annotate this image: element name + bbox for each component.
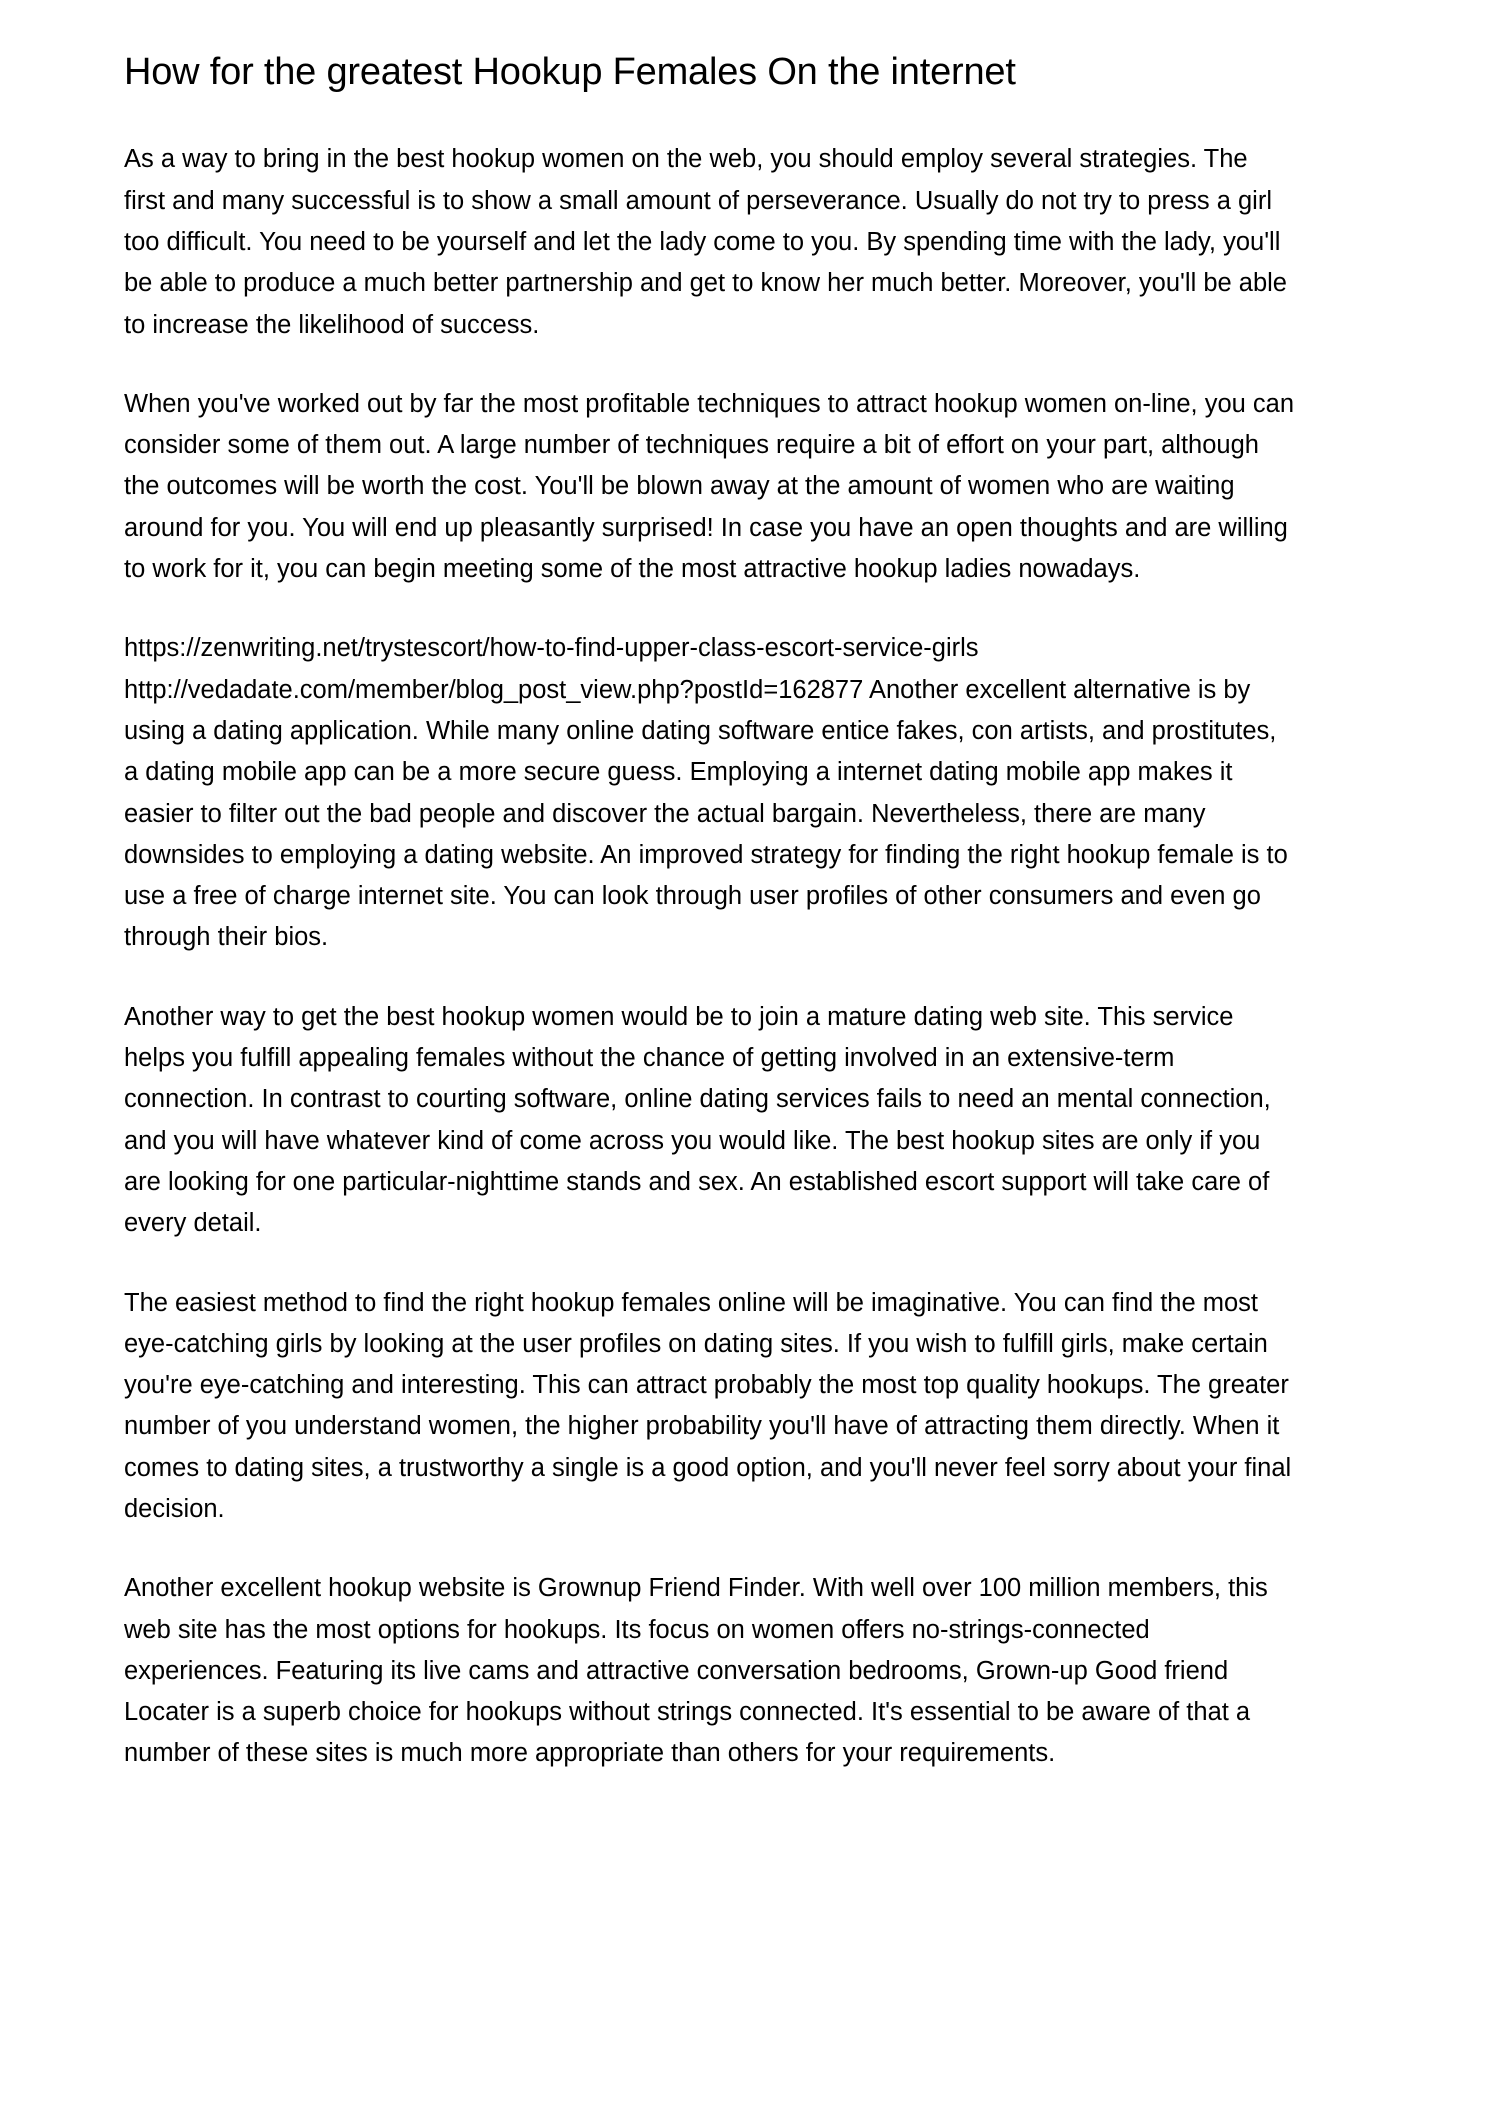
paragraph-links-text: Another excellent alternative is by using a dating application. While many online dating software entice fakes, con artists, and prostitutes, a dating mobile app can be a more secure guess. Employing a internet dating mobile app makes it easier to filter out the bad people and discover the actual bargain. Nevertheless, there are many downsides to employing a dating website. An improved strategy for finding the right hookup female is to use a free of charge internet site. You can look through user profiles of other consumers and even go through their bios. [124,675,1288,952]
paragraph-easiest-method: The easiest method to find the right hookup females online will be imaginative. You can find the most eye-catching girls by looking at the user profiles on dating sites. If you wish to fulfill girls, make certain you're eye-catching and interesting. This can attract probably the most top quality hookups. The greater number of you understand women, the higher probability you'll have of attracting them directly. When it comes to dating sites, a trustworthy a single is a good option, and you'll never feel sorry about your final decision. [124,1288,1292,1523]
paragraph-techniques: When you've worked out by far the most profitable techniques to attract hookup women on-line, you can consider some of them out. A large number of techniques require a bit of effort on your part, although the outcomes will be worth the cost. You'll be blown away at the amount of women who are waiting around for you. You will end up pleasantly surprised! In case you have an open thoughts and are willing to work for it, you can begin meeting some of the most attractive hookup ladies nowadays. [124,389,1295,584]
paragraph-links [124,628,1295,958]
page-title: How for the greatest Hookup Females On the internet [124,51,1016,93]
document-body [124,139,1295,1774]
external-link-vedadate[interactable]: http://vedadate.com/member/blog_post_view.php?postId=162877 [124,675,864,704]
paragraph-intro: As a way to bring in the best hookup women on the web, you should employ several strategies. The first and many successful is to show a small amount of perseverance. Usually do not try to press a girl too difficult. You need to be yourself and let the lady come to you. By spending time with the lady, you'll be able to produce a much better partnership and get to know her much better. Moreover, you'll be able to increase the likelihood of success. [124,145,1287,339]
external-link-zenwriting[interactable]: https://zenwriting.net/trystescort/how-to-find-upper-class-escort-service-girls [124,634,979,663]
paragraph-mature-dating: Another way to get the best hookup women would be to join a mature dating web site. This service helps you fulfill appealing females without the chance of getting involved in an extensive-term connection. In contrast to courting software, online dating services fails to need an mental connection, and you will have whatever kind of come across you would like. The best hookup sites are only if you are looking for one particular-nighttime stands and sex. An established escort support will take care of every detail. [124,1002,1271,1238]
paragraph-friend-finder: Another excellent hookup website is Grownup Friend Finder. With well over 100 million members, this web site has the most options for hookups. Its focus on women offers no-strings-connected experiences. Featuring its live cams and attractive conversation bedrooms, Grown-up Good friend Locater is a superb choice for hookups without strings connected. It's essential to be aware of that a number of these sites is much more appropriate than others for your requirements. [124,1574,1268,1768]
